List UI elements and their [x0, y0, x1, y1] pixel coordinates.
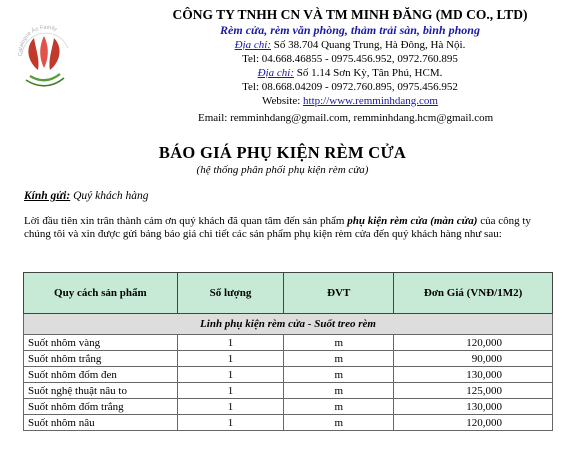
greeting: [24, 190, 148, 202]
logo-text: Catalogue Ảo Family: [17, 24, 58, 57]
logo-stem: [30, 74, 60, 80]
intro-text-c: của công ty chúng tôi và xin được gửi bảng báo giá chi tiết các sản phẩm phụ kiện rèm cửa đến quý khách hàng như sau:: [24, 215, 531, 240]
company-tagline: Rèm cửa, rèm văn phòng, thảm trải sàn, bình phong: [220, 23, 480, 37]
address-label: Địa chỉ:: [257, 67, 295, 79]
table-group-row: [24, 314, 553, 335]
cell-product: Suốt nhôm đốm trắng: [24, 399, 178, 415]
table-header-row: [24, 273, 553, 314]
cell-product: Suốt nhôm trắng: [24, 351, 178, 367]
cell-product: Suốt nghệ thuật nâu to: [24, 383, 178, 399]
cell-price: 120,000: [394, 335, 553, 351]
cell-quantity: 1: [177, 415, 284, 431]
price-table: [23, 272, 553, 431]
cell-price: 120,000: [394, 415, 553, 431]
column-header-price: Đơn Giá (VNĐ/1M2): [394, 273, 553, 314]
company-header: [150, 6, 550, 108]
cell-quantity: 1: [177, 351, 284, 367]
address-hanoi: [150, 38, 550, 52]
greeting-recipient: Quý khách hàng: [70, 190, 149, 202]
cell-quantity: 1: [177, 383, 284, 399]
phone-hcm: Tel: 08.668.04209 - 0972.760.895, 0975.456.952: [242, 81, 458, 93]
table-row: [24, 367, 553, 383]
address-text: Số 1.14 Sơn Kỳ, Tân Phú, HCM.: [294, 67, 443, 79]
table-row: [24, 351, 553, 367]
cell-unit: m: [284, 399, 394, 415]
cell-product: Suốt nhôm đốm đen: [24, 367, 178, 383]
cell-quantity: 1: [177, 367, 284, 383]
website-link[interactable]: http://www.remminhdang.com: [303, 95, 438, 107]
website-line: [150, 94, 550, 108]
cell-product: Suốt nhôm vàng: [24, 335, 178, 351]
cell-quantity: 1: [177, 335, 284, 351]
phone-hanoi: Tel: 04.668.46855 - 0975.456.952, 0972.760.895: [242, 53, 458, 65]
logo-leaf-right: [49, 38, 59, 70]
cell-unit: m: [284, 415, 394, 431]
table-row: [24, 415, 553, 431]
intro-text-a: Lời đầu tiên xin trân thành cảm ơn quý khách đã quan tâm đến sản phẩm: [24, 215, 348, 227]
column-header-product: Quy cách sản phẩm: [24, 273, 178, 314]
cell-price: 130,000: [394, 367, 553, 383]
group-label: Linh phụ kiện rèm cửa - Suốt treo rèm: [24, 314, 553, 335]
cell-price: 125,000: [394, 383, 553, 399]
company-logo: [16, 8, 74, 100]
cell-product: Suốt nhôm nâu: [24, 415, 178, 431]
address-label: Địa chỉ:: [234, 39, 271, 51]
cell-unit: m: [284, 351, 394, 367]
table-row: [24, 399, 553, 415]
intro-paragraph: [24, 215, 554, 241]
email-line: Email: remminhdang@gmail.com, remminhdang.hcm@gmail.com: [198, 112, 494, 124]
company-name: CÔNG TY TNHH CN VÀ TM MINH ĐĂNG (MD CO., LTD): [172, 7, 528, 22]
document-title: BÁO GIÁ PHỤ KIỆN RÈM CỬA: [158, 143, 407, 162]
cell-unit: m: [284, 367, 394, 383]
address-hcm: [150, 66, 550, 80]
cell-price: 130,000: [394, 399, 553, 415]
greeting-label: Kính gửi:: [24, 190, 71, 202]
cell-price: 90,000: [394, 351, 553, 367]
cell-unit: m: [284, 383, 394, 399]
cell-unit: m: [284, 335, 394, 351]
address-text: Số 38.704 Quang Trung, Hà Đông, Hà Nội.: [271, 39, 466, 51]
table-row: [24, 335, 553, 351]
cell-quantity: 1: [177, 399, 284, 415]
table-row: [24, 383, 553, 399]
logo-leaf-center: [40, 36, 48, 68]
document-subtitle: (hệ thống phân phối phụ kiện rèm cửa): [196, 164, 369, 176]
column-header-quantity: Số lượng: [177, 273, 284, 314]
column-header-unit: ĐVT: [284, 273, 394, 314]
website-label: Website:: [262, 95, 304, 107]
logo-leaf-left: [28, 38, 38, 70]
intro-product-name: phụ kiện rèm cửa (màn cửa): [347, 215, 478, 227]
